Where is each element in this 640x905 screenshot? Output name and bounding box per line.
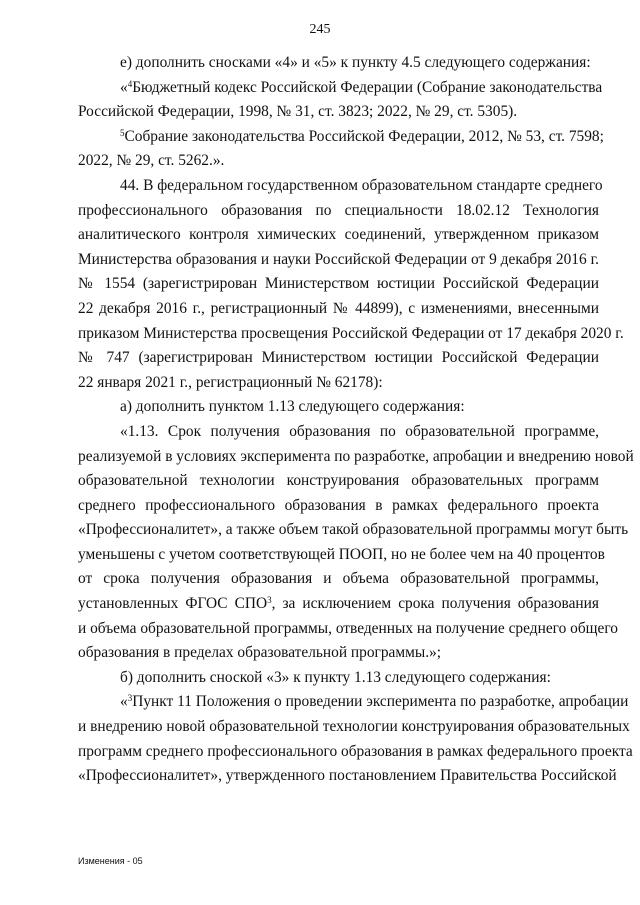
line-text: № 747 (зарегистрирован Министерством юстиции Российской Федерации — [78, 349, 599, 367]
text-line — [78, 469, 599, 494]
line-text: приказом Министерства просвещения Российской Федерации от 17 декабря 2020 г. — [78, 324, 624, 342]
text-line — [78, 641, 599, 666]
line-text: а) дополнить пунктом 1.13 следующего содержания: — [120, 398, 465, 416]
line-text: образовательной технологии конструирования образовательных программ — [78, 472, 599, 490]
text-line — [78, 199, 599, 224]
paragraph — [78, 690, 633, 788]
footnote-marker: 3 — [127, 693, 133, 704]
text-line — [78, 764, 617, 789]
footnote-marker: 3 — [267, 595, 272, 606]
text-line — [78, 666, 599, 691]
footnote-marker: 4 — [127, 78, 133, 89]
text-line — [78, 149, 599, 174]
line-text: Собрание законодательства Российской Федерации, 2012, № 53, ст. 7598; — [124, 127, 604, 145]
text-line — [78, 346, 599, 371]
line-text: и внедрению новой образовательной технологии конструирования образовательных — [78, 718, 630, 736]
line-text: профессионального образования по специальности 18.02.12 Технология — [78, 201, 599, 219]
footer-revision-label: Изменения - 05 — [78, 856, 143, 866]
text-line — [78, 174, 603, 199]
paragraph — [78, 125, 604, 174]
line-text: Министерства образования и науки Российской Федерации от 9 декабря 2016 г. — [78, 250, 599, 268]
text-line — [78, 248, 599, 273]
text-line — [78, 223, 599, 248]
text-line — [78, 592, 599, 617]
text-line — [78, 518, 629, 543]
line-text: от срока получения образования и объема образовательной программы, — [78, 570, 599, 588]
text-line — [78, 297, 599, 322]
text-line — [78, 567, 599, 592]
text-line — [78, 76, 603, 101]
line-text: среднего профессионального образования в рамках федерального проекта — [78, 496, 599, 514]
text-line — [78, 543, 605, 568]
text-line — [78, 371, 599, 396]
quote-mark: « — [120, 693, 128, 711]
line-text: Пункт 11 Положения о проведении эксперимента по разработке, апробации — [132, 693, 629, 711]
text-line — [78, 100, 599, 125]
line-text: № 1554 (зарегистрирован Министерством юстиции Российской Федерации — [78, 275, 599, 293]
text-line — [78, 494, 599, 519]
line-text: и объема образовательной программы, отведенных на получение среднего общего — [78, 619, 618, 637]
line-text: аналитического контроля химических соединений, утвержденном приказом — [78, 226, 599, 244]
text-line — [78, 740, 633, 765]
line-text: 2022, № 29, ст. 5262.». — [78, 152, 225, 170]
line-text-tail: , за исключением срока получения образования — [271, 595, 599, 613]
line-text: «Профессионалитет», утвержденного постановлением Правительства Российской — [78, 767, 617, 785]
footnote-marker: 5 — [120, 127, 125, 138]
text-line — [78, 420, 599, 445]
quote-mark: « — [120, 78, 128, 96]
line-text: б) дополнить сноской «3» к пункту 1.13 следующего содержания: — [120, 668, 551, 686]
paragraph — [78, 76, 603, 125]
line-text: реализуемой в условиях эксперимента по разработке, апробации и внедрению новой — [78, 447, 634, 465]
text-line — [78, 125, 604, 150]
line-text: 22 января 2021 г., регистрационный № 62178): — [78, 373, 383, 391]
paragraph — [78, 174, 624, 395]
text-line — [78, 322, 624, 347]
text-line — [78, 617, 618, 642]
line-text: «Профессионалитет», а также объем такой образовательной программы могут быть — [78, 521, 629, 539]
page-number: 245 — [309, 22, 331, 37]
paragraph — [78, 51, 599, 76]
paragraph — [78, 666, 599, 691]
text-line — [78, 445, 634, 470]
paragraph — [78, 395, 599, 420]
line-text: е) дополнить сносками «4» и «5» к пункту 4.5 следующего содержания: — [120, 54, 591, 71]
text-line — [78, 395, 599, 420]
document-body — [78, 51, 634, 789]
line-text: 44. В федеральном государственном образовательном стандарте среднего — [120, 176, 603, 194]
text-line — [78, 690, 629, 715]
text-line — [78, 272, 599, 297]
line-text: 22 декабря 2016 г., регистрационный № 44899), с изменениями, внесенными — [78, 299, 599, 317]
text-line — [78, 51, 599, 76]
line-text: образования в пределах образовательной программы.»; — [78, 644, 442, 662]
line-text: Бюджетный кодекс Российской Федерации (Собрание законодательства — [132, 78, 603, 96]
paragraph — [78, 420, 634, 666]
text-line — [78, 715, 630, 740]
line-text: установленных ФГОС СПО — [78, 595, 268, 613]
line-text: программ среднего профессионального образования в рамках федерального проекта — [78, 742, 633, 760]
line-text: «1.13. Срок получения образования по образовательной программе, — [120, 422, 599, 440]
line-text: уменьшены с учетом соответствующей ПООП, но не более чем на 40 процентов — [78, 545, 605, 563]
line-text: Российской Федерации, 1998, № 31, ст. 3823; 2022, № 29, ст. 5305). — [78, 103, 518, 121]
